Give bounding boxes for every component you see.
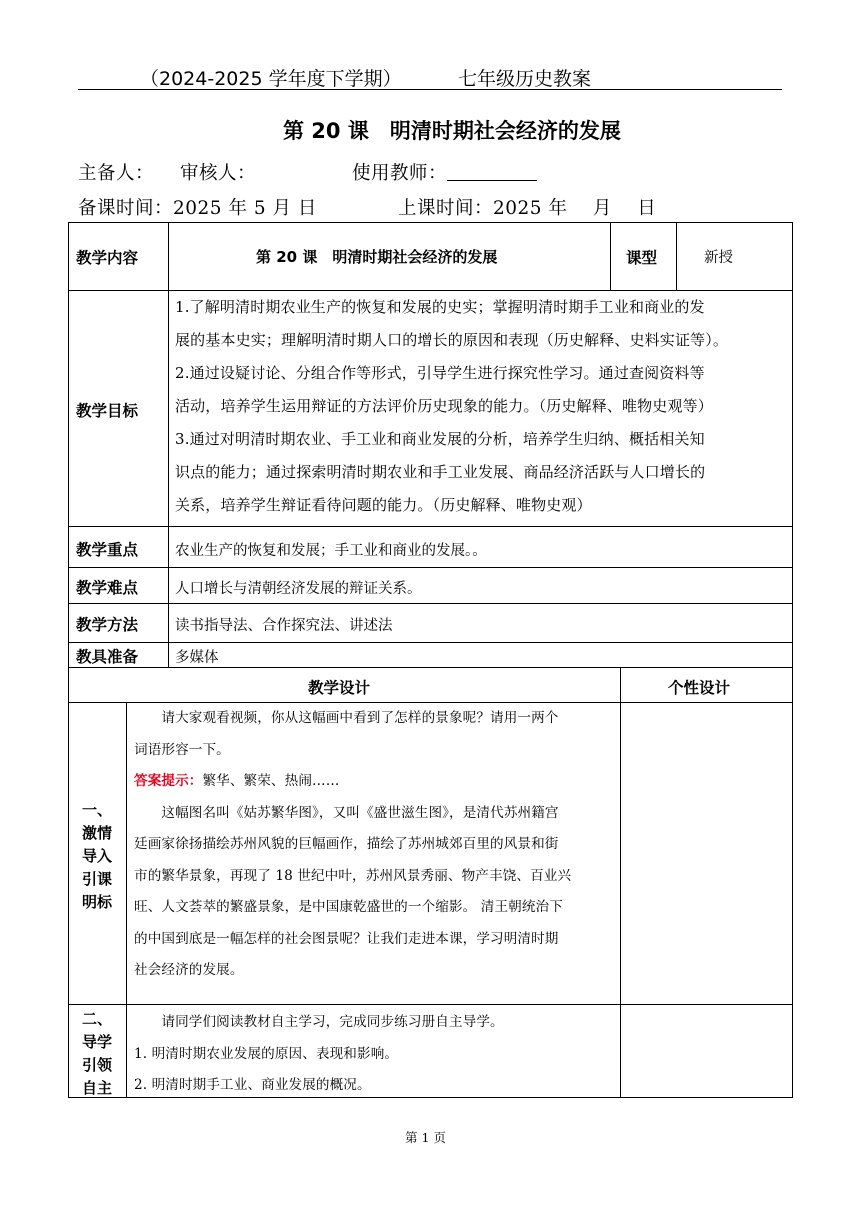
tools-label: 教具准备 [76,648,139,666]
header-doc-title: 七年级历史教案 [458,68,592,90]
answer-hint-text: 繁华、繁荣、热闹…… [202,773,340,789]
header-term: （2024-2025 学年度下学期） [140,68,402,90]
goal-line: 展的基本史实；理解明清时期人口的增长的原因和表现（历史解释、史料实证等）。 [175,331,729,349]
method-value: 读书指导法、合作探究法、讲述法 [175,618,393,634]
table-rule [68,1004,793,1005]
section2-line: 1. 明清时期农业发展的原因、表现和影响。 [134,1045,399,1062]
section1-label-line: 明标 [81,893,112,911]
section1-line: 旺、人文荟萃的繁盛景象，是中国康乾盛世的一个缩影。 清王朝统治下 [134,899,563,915]
section1-label-line: 激情 [81,824,112,842]
table-rule [68,567,793,568]
table-rule [68,526,793,527]
table-rule [126,702,127,1097]
section1-line: 的中国到底是一幅怎样的社会图景呢？让我们走进本课，学习明清时期 [134,930,559,947]
table-rule [68,667,793,668]
table-border-left [68,222,69,1098]
section2-label-line: 自主 [81,1079,112,1097]
table-rule [68,642,793,643]
section1-label-line: 一、 [81,801,112,819]
section1-line: 这幅图名叫《姑苏繁华图》，又叫《盛世滋生图》，是清代苏州籍宫 [134,804,559,821]
teacher-blank [447,162,537,181]
answer-hint-label: 答案提示： [134,773,203,789]
lesson-title: 第 20 课 明清时期社会经济的发展 [283,119,621,143]
preparer-label: 主备人： [78,163,155,184]
goal-line: 1.了解明清时期农业生产的恢复和发展的史实；掌握明清时期手工业和商业的发 [175,298,705,316]
goals-list [175,291,789,522]
goal-line: 3.通过对明清时期农业、手工业和商业发展的分析，培养学生归纳、概括相关知 [175,430,705,448]
page-footer [405,1128,446,1146]
goals-label: 教学目标 [76,402,139,420]
teacher-label: 使用教师： [352,163,448,184]
page-suffix: 页 [433,1130,446,1145]
section1-line: 廷画家徐扬描绘苏州风貌的巨幅画作，描绘了苏州城郊百里的风景和街 [134,836,559,852]
class-time: 上课时间：2025 年 月 日 [398,198,657,219]
table-rule [68,222,793,223]
table-rule [676,222,677,290]
table-rule [68,603,793,604]
section2-label-line: 二、 [81,1010,112,1028]
table-rule [168,222,169,667]
reviewer-label: 审核人： [180,163,257,184]
teacher-field [352,159,537,185]
section1-body [134,703,618,987]
design-header: 教学设计 [308,679,371,697]
difficulty-label: 教学难点 [76,579,139,597]
section1-line: 请大家观看视频，你从这幅画中看到了怎样的景象呢？请用一两个 [134,710,559,726]
content-value: 第 20 课 明清时期社会经济的发展 [256,248,498,266]
table-border-right [792,222,793,1098]
difficulty-value: 人口增长与清朝经济发展的辩证关系。 [175,581,422,597]
goal-line: 关系，培养学生辩证看待问题的能力。（历史解释、唯物史观） [175,496,592,514]
prep-time: 备课时间：2025 年 5 月 日 [78,198,317,219]
method-label: 教学方法 [76,616,139,634]
section2-line: 2. 明清时期手工业、商业发展的概况。 [134,1077,371,1093]
goal-line: 2.通过设疑讨论、分组合作等形式，引导学生进行探究性学习。通过查阅资料等 [175,364,705,382]
type-label: 课型 [626,249,658,267]
type-value: 新授 [704,250,733,266]
personal-design-header: 个性设计 [668,679,731,697]
section1-line: 社会经济的发展。 [134,962,244,978]
section2-label-line: 引领 [81,1056,112,1074]
section2-label-line: 导学 [81,1033,112,1051]
header-rule [78,89,782,90]
key-label: 教学重点 [76,541,139,559]
section2-line: 请同学们阅读教材自主学习，完成同步练习册自主导学。 [134,1014,504,1030]
key-value: 农业生产的恢复和发展；手工业和商业的发展。。 [175,543,487,559]
tools-value: 多媒体 [175,650,219,666]
page-prefix: 第 [405,1130,418,1145]
section1-line: 市的繁华景象，再现了 18 世纪中叶，苏州风景秀丽、物产丰饶、百业兴 [134,867,572,884]
goal-line: 识点的能力；通过探索明清时期农业和手工业发展、商品经济活跃与人口增长的 [175,463,706,481]
section2-body [134,1007,618,1102]
section1-label-line: 引课 [81,870,112,888]
section1-label [68,799,126,914]
table-rule [620,667,621,1097]
goal-line: 活动，培养学生运用辩证的方法评价历史现象的能力。（历史解释、唯物史观等） [175,397,713,415]
section1-line: 词语形容一下。 [134,741,230,758]
section1-label-line: 导入 [81,847,112,865]
page-number: 1 [421,1130,430,1145]
content-label: 教学内容 [76,249,139,267]
table-rule [610,222,611,290]
answer-hint [134,766,618,798]
section2-label [68,1008,126,1100]
